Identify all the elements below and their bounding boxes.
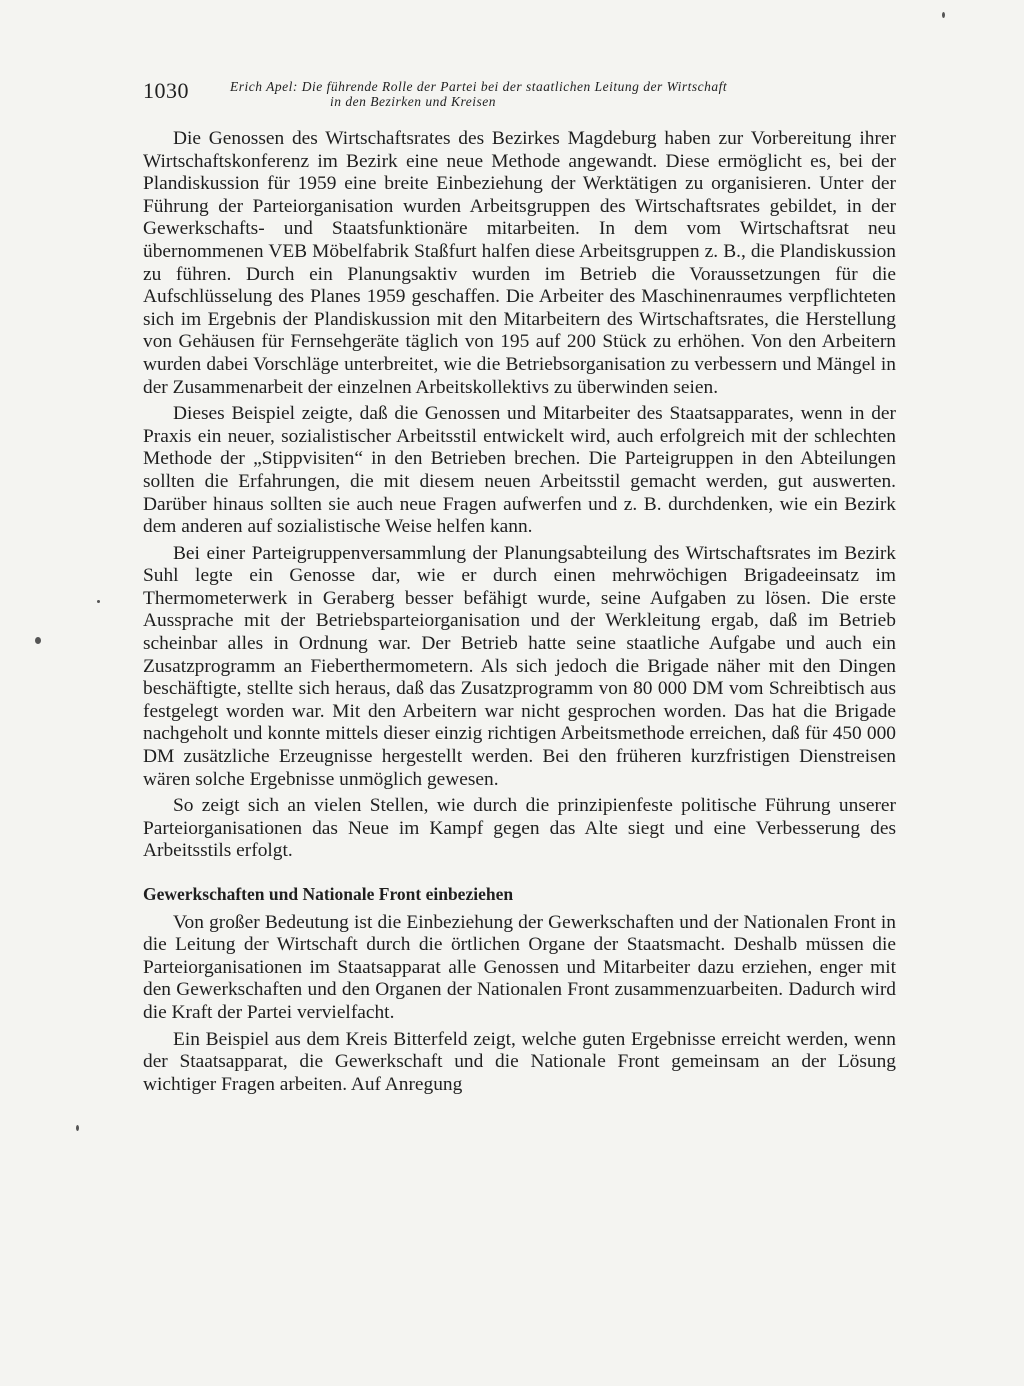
section-heading: Gewerkschaften und Nationale Front einbeziehen [143,884,514,904]
scan-speck-mark [97,600,100,603]
paragraph: Bei einer Parteigruppenversammlung der Planungsabteilung des Wirtschaftsrates im Bezirk Suhl legte ein Genosse dar, wie er durch einen mehrwöchigen Brigadeeinsatz im Thermometerwerk in Geraberg besser befähigt wurde, seine Aufgaben zu lösen. Die erste Aussprache mit der Betriebsparteiorganisation und der Werkleitung ergab, daß im Betrieb scheinbar alles in Ordnung war. Der Betrieb hatte seine staatliche Aufgabe und auch ein Zusatzprogramm an Fieberthermometern. Als sich jedoch die Brigade näher mit den Dingen beschäftigte, stellte sich heraus, daß das Zusatzprogramm von 80 000 DM vom Schreibtisch aus festgelegt worden war. Mit den Arbeitern war nicht gesprochen worden. Das hat die Brigade nachgeholt und konnte mittels dieser einzig richtigen Arbeitsmethode erreichen, daß für 450 000 DM zusätzliche Erzeugnisse hergestellt werden. Bei den früheren kurzfristigen Dienstreisen wären solche Ergebnisse unmöglich gewesen. [143,542,896,790]
running-head-line-1: Erich Apel: Die führende Rolle der Partei bei der staatlichen Leitung der Wirtschaft [230,79,728,94]
paragraph: Dieses Beispiel zeigte, daß die Genossen und Mitarbeiter des Staatsapparates, wenn in der Praxis ein neuer, sozialistischer Arbeitsstil entwickelt wird, auch erfolgreich mit der schlechten Methode der „Stippvisiten“ in den Betrieben brechen. Die Parteigruppen in den Abteilungen sollten die Erfahrungen, die mit diesem neuen Arbeitsstil gemacht werden, gut auswerten. Darüber hinaus sollten sie auch neue Fragen aufwerfen und z. B. durchdenken, wie ein Bezirk dem anderen auf sozialistische Weise helfen kann. [143,403,896,538]
scan-speck-mark [35,637,41,644]
running-head [230,79,900,109]
body-text [143,128,896,1100]
paragraph: Die Genossen des Wirtschaftsrates des Bezirkes Magdeburg haben zur Vorbereitung ihrer Wirtschaftskonferenz im Bezirk eine neue Methode angewandt. Diese ermöglicht es, bei der Plandiskussion für 1959 eine breite Einbeziehung der Werktätigen zu organisieren. Unter der Führung der Parteiorganisation wurden Arbeitsgruppen des Wirtschaftsrates gebildet, in der Gewerkschafts- und Staatsfunktionäre mitarbeiten. In dem vom Wirtschaftsrat neu übernommenen VEB Möbelfabrik Staßfurt halfen diese Arbeitsgruppen z. B., die Plandiskussion zu führen. Durch ein Planungsaktiv wurden im Betrieb die Voraussetzungen für die Aufschlüsselung des Planes 1959 geschaffen. Die Arbeiter des Maschinenraumes verpflichteten sich im Ergebnis der Plandiskussion mit den Mitarbeitern des Wirtschaftsrates, die Herstellung von Gehäusen für Fernsehgeräte täglich von 195 auf 200 Stück zu erhöhen. Von den Arbeitern wurden dabei Vorschläge unterbreitet, wie die Betriebsorganisation zu verbessern und Mängel in der Zusammenarbeit der einzelnen Arbeitskollektivs zu überwinden seien. [143,128,896,398]
page-number: 1030 [143,78,189,103]
scan-speck-mark [76,1125,79,1131]
paragraph: Von großer Bedeutung ist die Einbeziehung der Gewerkschaften und der Nationalen Front in die Leitung der Wirtschaft durch die örtlichen Organe der Staatsmacht. Deshalb müssen die Parteiorganisationen im Staatsapparat alle Genossen und Mitarbeiter dazu erziehen, enger mit den Gewerkschaften und den Organen der Nationalen Front zusammenzuarbeiten. Dadurch wird die Kraft der Partei vervielfacht. [143,911,896,1023]
paragraph: Ein Beispiel aus dem Kreis Bitterfeld zeigt, welche guten Ergebnisse erreicht werden, wenn der Staatsapparat, die Gewerkschaft und die Nationale Front gemeinsam an der Lösung wichtiger Fragen arbeiten. Auf Anregung [143,1028,896,1095]
paragraph: So zeigt sich an vielen Stellen, wie durch die prinzipienfeste politische Führung unserer Parteiorganisationen das Neue im Kampf gegen das Alte siegt und eine Verbesserung des Arbeitsstils erfolgt. [143,795,896,862]
scan-speck-mark [942,12,945,18]
running-head-line-2: in den Bezirken und Kreisen [330,94,496,109]
